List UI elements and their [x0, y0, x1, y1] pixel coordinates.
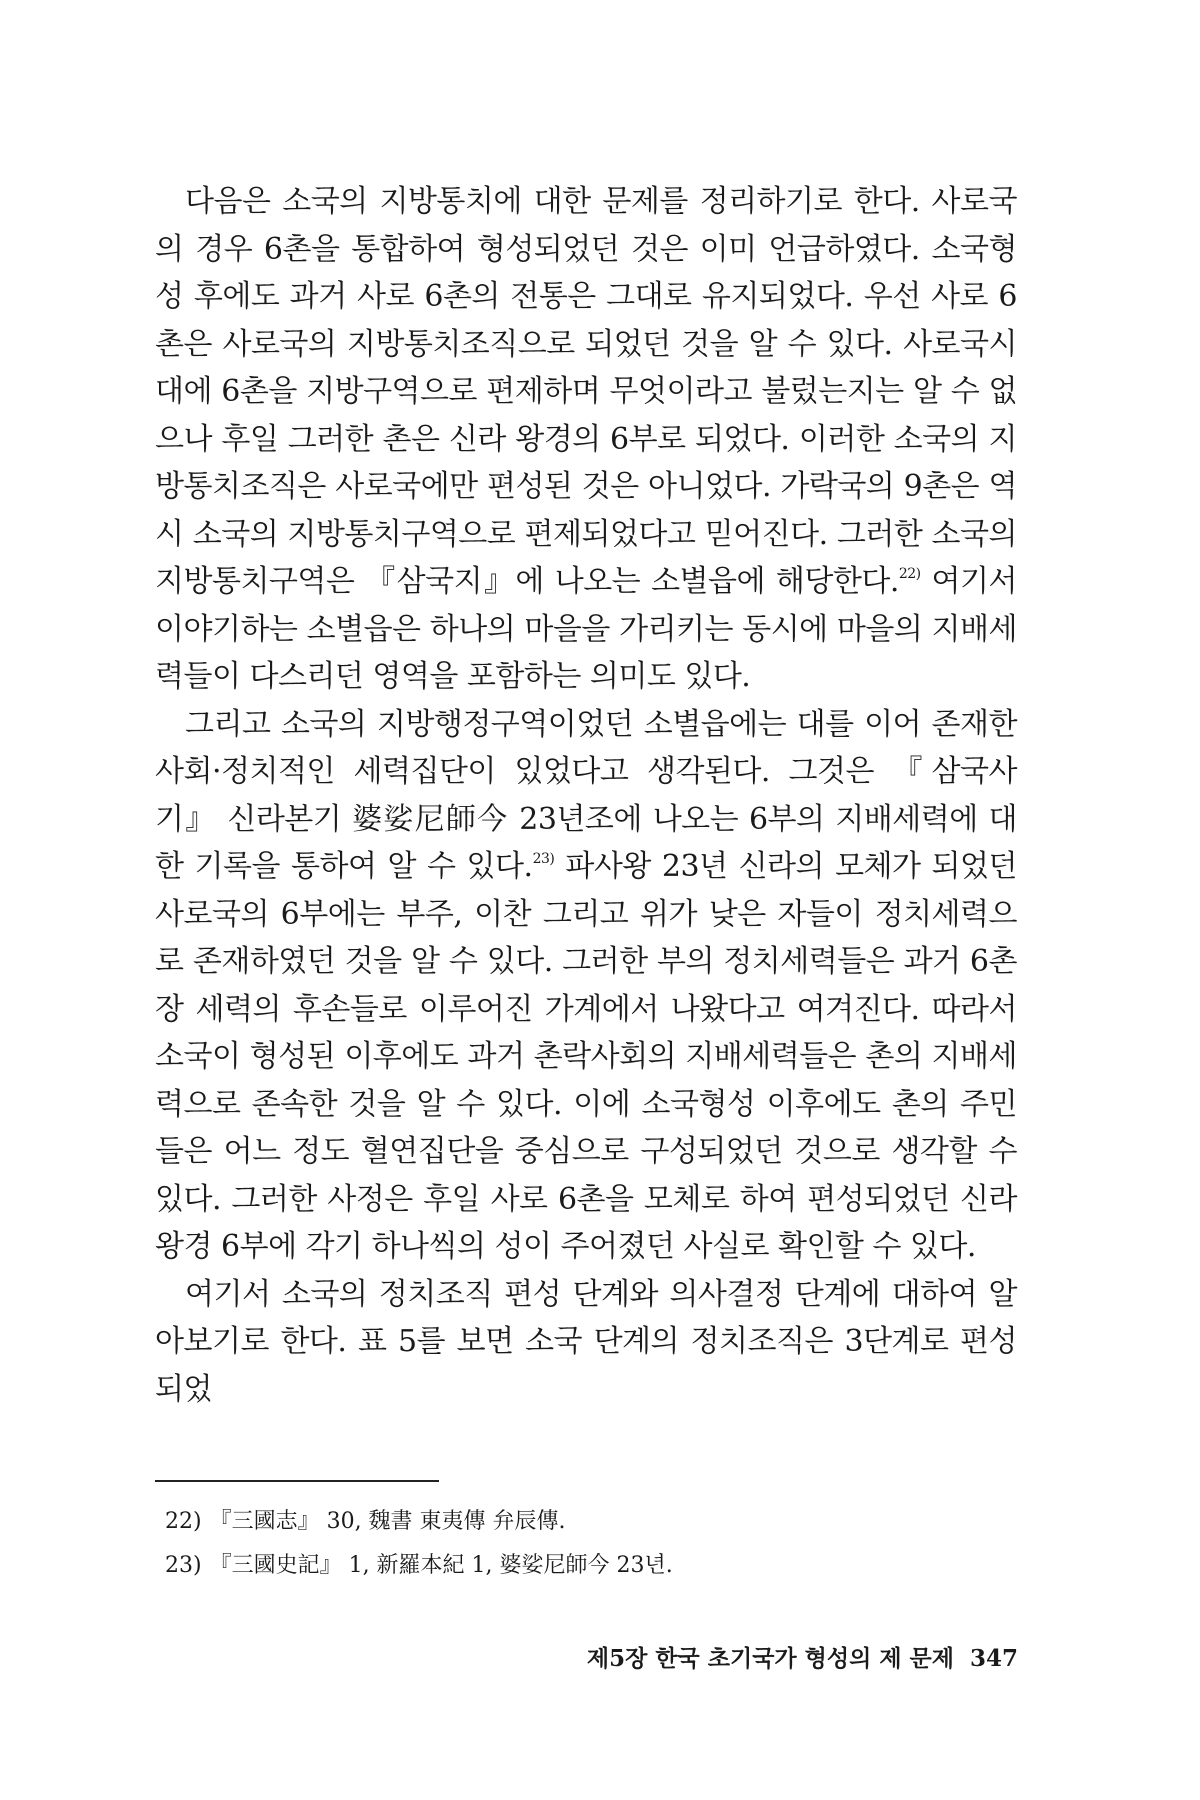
footnote-text: 『三國志』 30, 魏書 東夷傳 弁辰傳. [209, 1509, 566, 1534]
footnote-divider [155, 1480, 439, 1482]
chapter-title: 제5장 한국 초기국가 형성의 제 문제 [586, 1645, 954, 1672]
footnote-ref-22: 22) [898, 566, 921, 582]
footnote-text: 『三國史記』 1, 新羅本紀 1, 婆娑尼師今 23년. [209, 1553, 673, 1578]
footnote-number: 23) [165, 1553, 202, 1578]
paragraph-3 [155, 1271, 1017, 1414]
footnote-ref-23: 23) [532, 851, 555, 867]
paragraph-2-text-b: 파사왕 23년 신라의 모체가 되었던 사로국의 6부에는 부주, 이찬 그리고 위가 낮은 자들이 정치세력으로 존재하였던 것을 알 수 있다. 그러한 부의 정치세력들은 과거 6촌장 세력의 후손들로 이루어진 가계에서 나왔다고 여겨진다. 따라서 소국이 형성된 이후에도 과거 촌락사회의 지배세력들은 촌의 지배세력으로 존속한 것을 알 수 있다. 이에 소국형성 이후에도 촌의 주민들은 어느 정도 혈연집단을 중심으로 구성되었던 것으로 생각할 수 있다. 그러한 사정은 후일 사로 6촌을 모체로 하여 편성되었던 신라 왕경 6부에 각기 하나씩의 성이 주어졌던 사실로 확인할 수 있다. [155, 849, 1017, 1264]
paragraph-2-text-a: 그리고 소국의 지방행정구역이었던 소별읍에는 대를 이어 존재한 사회·정치적인 세력집단이 있었다고 생각된다. 그것은 『삼국사기』 신라본기 婆娑尼師今 23년조에 나오는 6부의 지배세력에 대한 기록을 통하여 알 수 있다. [155, 706, 1017, 884]
body-text [155, 178, 1017, 1413]
paragraph-2 [155, 701, 1017, 1271]
footnote-number: 22) [165, 1509, 202, 1534]
footnote-22 [165, 1500, 1015, 1544]
paragraph-3-text: 여기서 소국의 정치조직 편성 단계와 의사결정 단계에 대하여 알아보기로 한다. 표 5를 보면 소국 단계의 정치조직은 3단계로 편성되었 [155, 1276, 1017, 1407]
paragraph-1-text-a: 다음은 소국의 지방통치에 대한 문제를 정리하기로 한다. 사로국의 경우 6촌을 통합하여 형성되었던 것은 이미 언급하였다. 소국형성 후에도 과거 사로 6촌의 전통은 그대로 유지되었다. 우선 사로 6촌은 사로국의 지방통치조직으로 되었던 것을 알 수 있다. 사로국시대에 6촌을 지방구역으로 편제하며 무엇이라고 불렀는지는 알 수 없으나 후일 그러한 촌은 신라 왕경의 6부로 되었다. 이러한 소국의 지방통치조직은 사로국에만 편성된 것은 아니었다. 가락국의 9촌은 역시 소국의 지방통치구역으로 편제되었다고 믿어진다. 그러한 소국의 지방통치구역은 『삼국지』에 나오는 소별읍에 해당한다. [155, 184, 1017, 599]
paragraph-1 [155, 178, 1017, 701]
running-footer [587, 1640, 1018, 1673]
footnote-23 [165, 1544, 1015, 1588]
page-number: 347 [969, 1645, 1018, 1672]
footnotes [165, 1500, 1015, 1588]
paragraph-1-text-b: 여기서 이야기하는 소별읍은 하나의 마을을 가리키는 동시에 마을의 지배세력들이 다스리던 영역을 포함하는 의미도 있다. [155, 564, 1017, 694]
